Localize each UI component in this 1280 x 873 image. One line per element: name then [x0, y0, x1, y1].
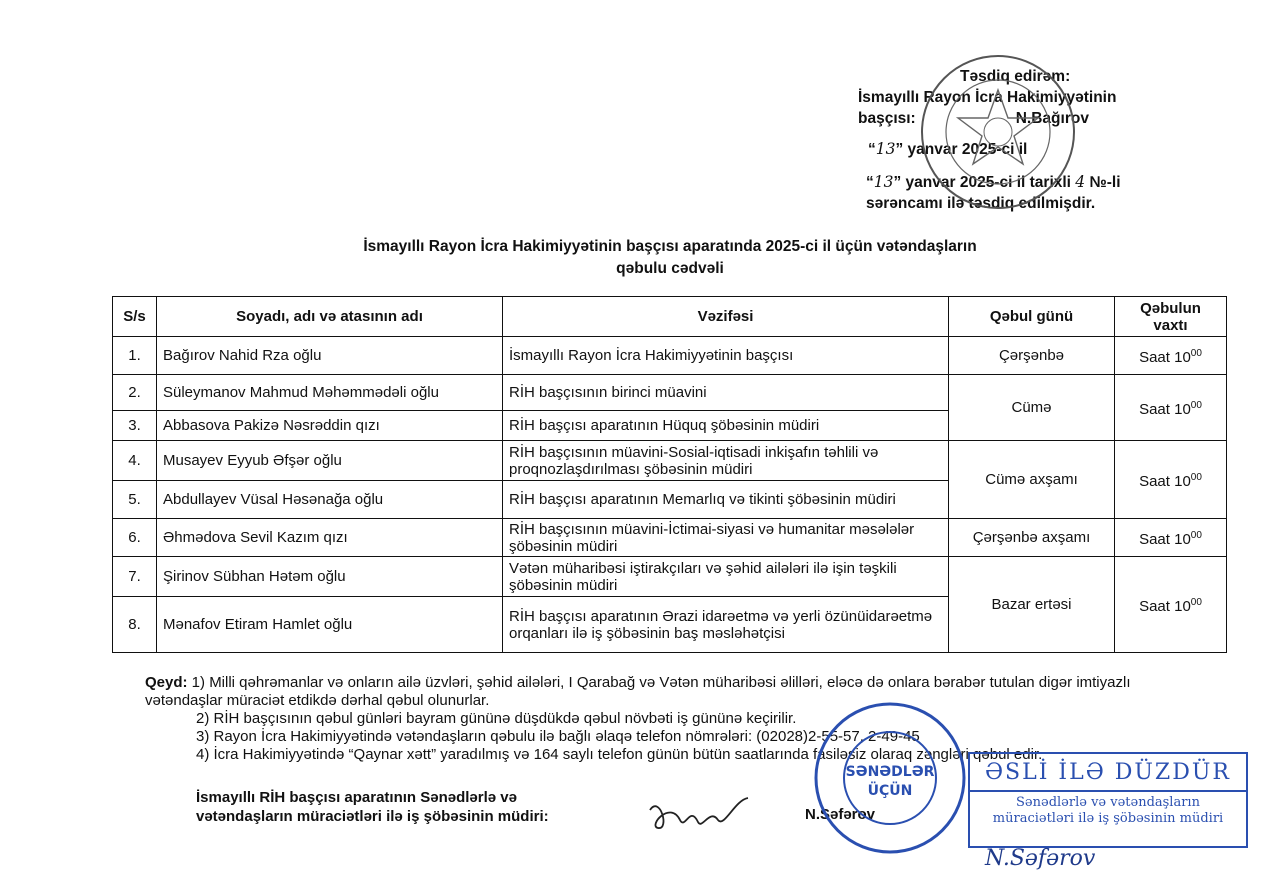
header-day: Qəbul günü — [949, 297, 1115, 337]
approval-heading: Təsdiq edirəm: — [960, 68, 1071, 85]
notes-label: Qeyd: — [145, 674, 188, 691]
row-position: RİH başçısının müavini-İctimai-siyasi və humanitar məsələlər şöbəsinin müdiri — [503, 519, 949, 557]
stamp-subtitle-2: müraciətləri ilə iş şöbəsinin müdiri — [992, 811, 1224, 826]
document-title — [200, 236, 1140, 280]
reception-time — [1115, 519, 1227, 557]
order-date-day: 13 — [873, 173, 894, 191]
reception-day: Çərşənbə axşamı — [949, 519, 1115, 557]
approval-role-line — [858, 108, 1188, 129]
reception-time — [1115, 337, 1227, 375]
row-num: 4. — [113, 441, 157, 481]
reception-day: Cümə axşamı — [949, 441, 1115, 519]
header-time: Qəbulun vaxtı — [1115, 297, 1227, 337]
table-row — [113, 557, 1227, 597]
row-num: 2. — [113, 375, 157, 411]
approval-date: “13” yanvar 2025-ci il — [868, 140, 1028, 158]
table-row — [113, 441, 1227, 481]
row-num: 8. — [113, 597, 157, 653]
approval-block — [858, 66, 1188, 214]
signer-name: N.Səfərov — [805, 806, 876, 823]
time-prefix: Saat 10 — [1139, 531, 1191, 548]
header-name: Soyadı, adı və atasının adı — [157, 297, 503, 337]
row-position: RİH başçısının müavini-Sosial-iqtisadi inkişafın təhlili və proqnozlaşdırılması şöbəsinin müdiri — [503, 441, 949, 481]
title-line-2: qəbulu cədvəli — [616, 260, 724, 277]
approval-date-day: 13 — [875, 140, 896, 158]
approval-org: İsmayıllı Rayon İcra Hakimiyyətinin — [858, 89, 1117, 106]
approval-date-rest: yanvar 2025-ci il — [903, 141, 1028, 158]
row-name: Süleymanov Mahmud Məhəmmədəli oğlu — [157, 375, 503, 411]
order-suffix: №-li — [1085, 174, 1121, 191]
approval-name: N.Bağırov — [1015, 110, 1089, 127]
row-name: Əhmədova Sevil Kazım qızı — [157, 519, 503, 557]
time-prefix: Saat 10 — [1139, 401, 1191, 418]
stamp-title: ƏSLİ İLƏ DÜZDÜR — [985, 760, 1231, 785]
reception-day: Çərşənbə — [949, 337, 1115, 375]
row-name: Mənafov Etiram Hamlet oğlu — [157, 597, 503, 653]
note-4: 4) İcra Hakimiyyətində “Qaynar xətt” yaradılmış və 164 saylı telefon günün bütün saatlarında fasiləsiz olaraq zəngləri qəbul edir. — [196, 746, 1043, 763]
certified-copy-stamp — [968, 752, 1248, 848]
row-num: 7. — [113, 557, 157, 597]
table-header-row — [113, 297, 1227, 337]
row-name: Şirinov Sübhan Hətəm oğlu — [157, 557, 503, 597]
order-date-rest: yanvar 2025-ci il tarixli — [901, 174, 1076, 191]
signature-line-2: vətəndaşların müraciətləri ilə iş şöbəsinin müdiri: — [196, 808, 549, 825]
time-sup: 00 — [1190, 597, 1202, 608]
row-position: RİH başçısı aparatının Hüquq şöbəsinin müdiri — [503, 411, 949, 441]
row-position: RİH başçısı aparatının Memarlıq və tikinti şöbəsinin müdiri — [503, 481, 949, 519]
note-3: 3) Rayon İcra Hakimiyyətində vətəndaşların qəbulu ilə bağlı əlaqə telefon nömrələri: (02028)2-55-57, 2-49-45 — [196, 728, 920, 745]
note-1 — [145, 674, 1205, 710]
reception-time — [1115, 441, 1227, 519]
signature-scribble-icon — [640, 790, 760, 840]
order-number: 4 — [1075, 173, 1086, 191]
stamp-divider — [970, 790, 1246, 792]
reception-schedule-table — [112, 296, 1227, 653]
reception-time — [1115, 557, 1227, 653]
seal-center-1: SƏNƏDLƏR — [845, 764, 935, 780]
approval-order: “13” yanvar 2025-ci il tarixli 4 №-li — [866, 173, 1121, 191]
header-num: S/s — [113, 297, 157, 337]
reception-day: Cümə — [949, 375, 1115, 441]
header-position: Vəzifəsi — [503, 297, 949, 337]
row-position: RİH başçısı aparatının Ərazi idarəetmə və yerli özünüidarəetmə orqanları ilə iş şöbəsinin baş məsləhətçisi — [503, 597, 949, 653]
signature-block — [196, 788, 896, 826]
time-prefix: Saat 10 — [1139, 598, 1191, 615]
row-position: Vətən müharibəsi iştirakçıları və şəhid ailələri ilə işin təşkili şöbəsinin müdiri — [503, 557, 949, 597]
stamp-subtitle — [970, 795, 1246, 827]
time-prefix: Saat 10 — [1139, 349, 1191, 366]
table-row — [113, 519, 1227, 557]
table-row — [113, 375, 1227, 411]
approval-order-line2: sərəncamı ilə təsdiq edilmişdir. — [866, 195, 1096, 212]
row-position: İsmayıllı Rayon İcra Hakimiyyətinin başçısı — [503, 337, 949, 375]
time-sup: 00 — [1190, 472, 1202, 483]
row-num: 3. — [113, 411, 157, 441]
row-name: Abbasova Pakizə Nəsrəddin qızı — [157, 411, 503, 441]
row-name: Musayev Eyyub Əfşər oğlu — [157, 441, 503, 481]
time-sup: 00 — [1190, 530, 1202, 541]
signature-line-1: İsmayıllı RİH başçısı aparatının Sənədlərlə və — [196, 789, 517, 806]
row-num: 6. — [113, 519, 157, 557]
row-name: Abdullayev Vüsal Həsənağa oğlu — [157, 481, 503, 519]
table-row — [113, 337, 1227, 375]
reception-time — [1115, 375, 1227, 441]
note-1-text: 1) Milli qəhrəmanlar və onların ailə üzvləri, şəhid ailələri, I Qarabağ və Vətən müharibəsi əlilləri, eləcə də onlara bərabər tutulan digər imtiyazlı vətəndaşlar müraciət etdikdə dərhal qəbul olunurlar. — [145, 674, 1131, 709]
stamp-subtitle-1: Sənədlərlə və vətəndaşların — [1016, 795, 1200, 810]
row-name: Bağırov Nahid Rza oğlu — [157, 337, 503, 375]
notes-section — [145, 674, 1205, 764]
reception-day: Bazar ertəsi — [949, 557, 1115, 653]
stamp-handwritten-name: N.Səfərov — [985, 846, 1096, 871]
time-sup: 00 — [1190, 348, 1202, 359]
time-sup: 00 — [1190, 400, 1202, 411]
note-2: 2) RİH başçısının qəbul günləri bayram gününə düşdükdə qəbul növbəti iş gününə keçirilir. — [196, 710, 797, 727]
seal-center-2: ÜÇÜN — [867, 783, 913, 799]
round-seal-icon — [812, 700, 968, 856]
title-line-1: İsmayıllı Rayon İcra Hakimiyyətinin başçısı aparatında 2025-ci il üçün vətəndaşların — [363, 238, 977, 255]
row-num: 1. — [113, 337, 157, 375]
approval-role: başçısı: — [858, 110, 916, 127]
row-position: RİH başçısının birinci müavini — [503, 375, 949, 411]
row-num: 5. — [113, 481, 157, 519]
time-prefix: Saat 10 — [1139, 473, 1191, 490]
